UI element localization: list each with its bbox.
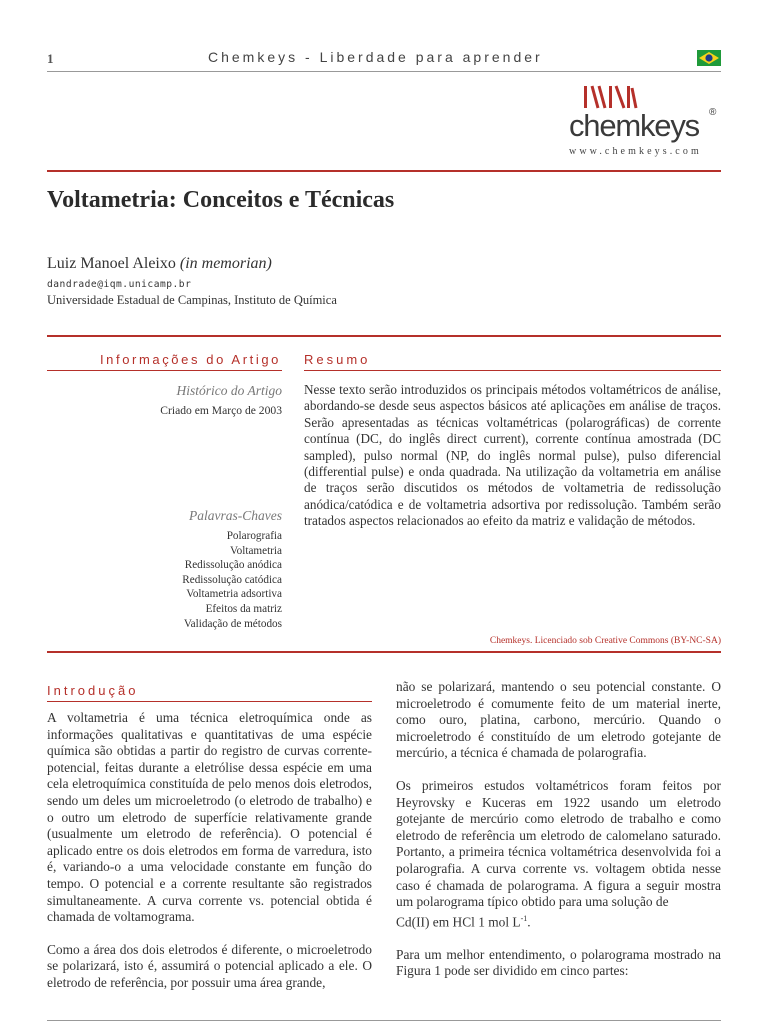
intro-right-column bbox=[396, 679, 721, 996]
author-name: Luiz Manoel Aleixo bbox=[47, 255, 176, 272]
formula-text: Cd(II) em HCl 1 mol L bbox=[396, 914, 521, 930]
abstract-rule-bottom bbox=[47, 651, 721, 653]
intro-paragraph-body: Os primeiros estudos voltamétricos foram feitos por Heyrovsky e Kuceras em 1922 usando um eletrodo gotejante de mercúrio como eletrodo de trabalho e como eletrodo de referência um eletrodo de calomelano saturado. Portanto, a primeira técnica voltamétrica desenvolvida foi a polarografia. A curva corrente vs. voltagem obtida nesse caso é chamada de polarograma. A figura a seguir mostra um polarograma típico obtido para uma solução de bbox=[396, 777, 721, 910]
intro-paragraph: A voltametria é uma técnica eletroquímica onde as informações qualitativas e quantitativas de uma espécie química são obtidas a partir do registro de curvas corrente-potencial, feitas durante a eletrólise dessa espécie em uma cela eletroquímica constituída de pelo menos dois eletrodos, sendo um deles um microeletrodo (o eletrodo de trabalho) e o outro um eletrodo de superfície relativamente grande (usualmente um eletrodo de referência). O potencial é aplicado entre os dois eletrodos em forma de varredura, isto é, variando-o a uma velocidade constante em função do tempo. O potencial e a corrente resultante são registrados simultaneamente. A curva corrente vs. potencial obtida é chamada de voltamograma. bbox=[47, 710, 372, 925]
footer-rule bbox=[47, 1020, 721, 1021]
intro-paragraph: Para um melhor entendimento, o polarograma mostrado na Figura 1 pode ser dividido em cinco partes: bbox=[396, 946, 721, 979]
intro-paragraph-end bbox=[396, 911, 721, 931]
intro-left-column bbox=[47, 710, 372, 1008]
author-line bbox=[47, 255, 272, 273]
abstract-heading-rule bbox=[304, 370, 721, 371]
abstract-text: Nesse texto serão introduzidos os principais métodos voltamétricos de análise, abordando-se desde seus aspectos básicos até aplicações em análise de traços. Serão apresentadas as técnicas voltamétricas (polarográficas) de corrente contínua (DC, do inglês direct current), corrente contínua amostrada (DC sampled), pulso normal (NP, do inglês normal pulse), pulso diferencial (differential pulse) e onda quadrada. Na utilização da voltametria em análise de traços serão discutidos os métodos de voltametria de redissolução anódica/catódica e de voltametria adsortiva por redissolução. Também serão tratados aspectos relacionados ao efeito da matriz e validação de métodos. bbox=[304, 382, 721, 529]
info-heading-rule bbox=[47, 370, 282, 371]
info-heading: Informações do Artigo bbox=[99, 352, 281, 367]
author-email[interactable]: dandrade@iqm.unicamp.br bbox=[47, 279, 192, 290]
logo-website[interactable]: www.chemkeys.com bbox=[569, 146, 702, 157]
chemkeys-logo[interactable] bbox=[560, 82, 725, 162]
formula-period: . bbox=[527, 914, 531, 930]
keyword-item: Validação de métodos bbox=[183, 617, 282, 630]
intro-paragraph bbox=[396, 778, 721, 911]
chemkeys-mark-icon bbox=[583, 82, 639, 110]
keyword-item: Efeitos da matriz bbox=[205, 602, 282, 615]
keyword-list bbox=[47, 529, 282, 631]
created-date: Criado em Março de 2003 bbox=[160, 404, 282, 417]
abstract-heading: Resumo bbox=[304, 352, 371, 367]
intro-paragraph: Como a área dos dois eletrodos é diferente, o microeletrodo se polarizará, isto é, assumirá o potencial aplicado a ele. O eletrodo de referência, por possuir uma área grande, bbox=[47, 941, 372, 990]
intro-paragraph: não se polarizará, mantendo o seu potencial constante. O microeletrodo é comumente feito de um material inerte, como ouro, platina, carbono, mercúrio. Quando o microeletrodo é constituído de um eletrodo gotejante de mercúrio, a técnica é chamada de polarografia. bbox=[396, 679, 721, 761]
article-title: Voltametria: Conceitos e Técnicas bbox=[47, 187, 395, 213]
header-rule bbox=[47, 71, 721, 72]
registered-mark: ® bbox=[709, 107, 717, 118]
running-title: Chemkeys - Liberdade para aprender bbox=[208, 49, 543, 65]
intro-heading-rule bbox=[47, 701, 372, 702]
license-note[interactable]: Chemkeys. Licenciado sob Creative Commons (BY-NC-SA) bbox=[489, 636, 721, 646]
keyword-item: Redissolução anódica bbox=[184, 559, 282, 572]
intro-heading: Introdução bbox=[47, 683, 139, 698]
keyword-item: Polarografia bbox=[226, 530, 282, 542]
keyword-item: Voltametria adsortiva bbox=[186, 588, 282, 601]
brazil-flag-icon bbox=[697, 50, 721, 66]
title-rule-bottom bbox=[47, 335, 721, 337]
title-rule-top bbox=[47, 170, 721, 172]
page-number: 1 bbox=[47, 51, 54, 66]
logo-wordmark: chemkeys bbox=[569, 108, 699, 143]
history-label: Histórico do Artigo bbox=[176, 383, 282, 398]
formula-superscript: -1 bbox=[520, 913, 528, 923]
keyword-item: Voltametria bbox=[230, 544, 282, 557]
keyword-item: Redissolução catódica bbox=[182, 573, 282, 586]
author-note: (in memorian) bbox=[179, 255, 272, 272]
author-affiliation: Universidade Estadual de Campinas, Instituto de Química bbox=[47, 293, 337, 307]
keywords-label: Palavras-Chaves bbox=[189, 508, 282, 523]
